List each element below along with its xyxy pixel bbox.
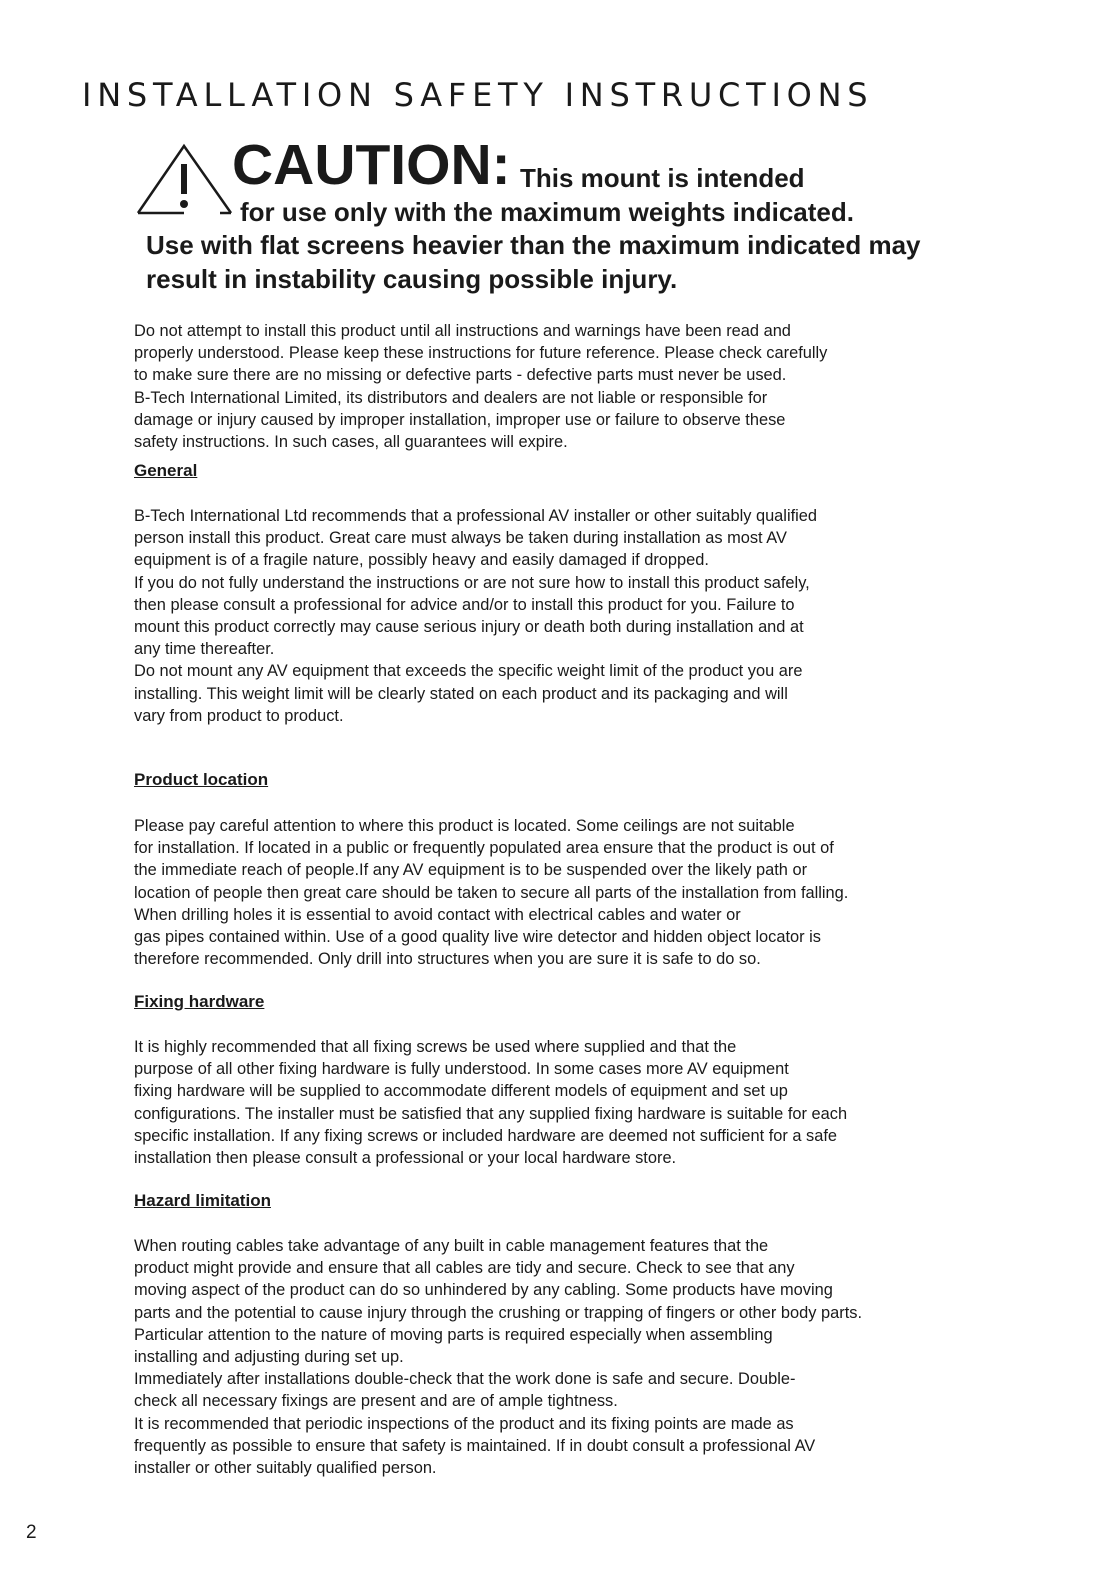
text-line: therefore recommended. Only drill into structures when you are sure it is safe to do so.	[134, 950, 761, 969]
page-number: 2	[26, 1522, 37, 1543]
text-line: for installation. If located in a public or frequently populated area ensure that the product is out of	[134, 839, 834, 858]
text-line: vary from product to product.	[134, 706, 344, 725]
text-line: It is highly recommended that all fixing screws be used where supplied and that the	[134, 1038, 737, 1056]
fixing-hardware-paragraph	[134, 1036, 1014, 1169]
text-line: specific installation. If any fixing screws or included hardware are deemed not sufficient for a safe	[134, 1126, 838, 1145]
page-title: INSTALLATION SAFETY INSTRUCTIONS	[82, 76, 874, 114]
text-line: frequently as possible to ensure that safety is maintained. If in doubt consult a professional AV	[134, 1436, 816, 1455]
caution-label: CAUTION:	[232, 133, 511, 197]
text-line: the immediate reach of people.If any AV equipment is to be suspended over the likely path or	[134, 861, 808, 880]
text-line: installing. This weight limit will be clearly stated on each product and its packaging and will	[134, 684, 788, 703]
text-line: check all necessary fixings are present and are of ample tightness.	[134, 1392, 618, 1411]
text-line: installer or other suitably qualified person.	[134, 1459, 437, 1478]
general-paragraph	[134, 505, 1014, 727]
text-line: moving aspect of the product can do so unhindered by any cabling. Some products have moving	[134, 1281, 833, 1300]
text-line: Do not mount any AV equipment that exceeds the specific weight limit of the product you are	[134, 662, 803, 681]
caution-line: for use only with the maximum weights indicated.	[240, 197, 854, 227]
text-line: safety instructions. In such cases, all guarantees will expire.	[134, 433, 568, 452]
text-line: location of people then great care should be taken to secure all parts of the installation from falling.	[134, 883, 849, 902]
section-heading-hazard-limitation: Hazard limitation	[134, 1191, 271, 1210]
text-line: B-Tech International Ltd recommends that a professional AV installer or other suitably qualified	[134, 507, 818, 525]
text-line: mount this product correctly may cause serious injury or death both during installation and at	[134, 618, 804, 637]
text-line: parts and the potential to cause injury through the crushing or trapping of fingers or other body parts.	[134, 1303, 862, 1322]
text-line: gas pipes contained within. Use of a good quality live wire detector and hidden object locator is	[134, 928, 821, 947]
section-heading-fixing-hardware: Fixing hardware	[134, 992, 265, 1011]
text-line: to make sure there are no missing or defective parts - defective parts must never be used.	[134, 366, 787, 385]
text-line: person install this product. Great care must always be taken during installation as most AV	[134, 529, 787, 548]
text-line: installation then please consult a professional or your local hardware store.	[134, 1149, 677, 1168]
caution-line: Use with flat screens heavier than the maximum indicated may	[146, 230, 921, 260]
text-line: purpose of all other fixing hardware is fully understood. In some cases more AV equipment	[134, 1060, 789, 1079]
caution-line: result in instability causing possible injury.	[146, 264, 678, 294]
section-heading-general: General	[134, 461, 198, 480]
text-line: Immediately after installations double-check that the work done is safe and secure. Double-	[134, 1370, 796, 1389]
text-line: equipment is of a fragile nature, possibly heavy and easily damaged if dropped.	[134, 551, 709, 570]
text-line: product might provide and ensure that all cables are tidy and secure. Check to see that any	[134, 1259, 795, 1278]
text-line: properly understood. Please keep these instructions for future reference. Please check carefully	[134, 344, 828, 363]
hazard-limitation-paragraph	[134, 1235, 1014, 1479]
text-line: If you do not fully understand the instructions or are not sure how to install this product safely,	[134, 573, 810, 592]
text-line: Please pay careful attention to where this product is located. Some ceilings are not suitable	[134, 817, 795, 835]
text-line: Particular attention to the nature of moving parts is required especially when assembling	[134, 1325, 773, 1344]
text-line: When routing cables take advantage of any built in cable management features that the	[134, 1237, 769, 1255]
intro-paragraph	[134, 320, 1014, 453]
product-location-paragraph	[134, 815, 1014, 970]
text-line: then please consult a professional for advice and/or to install this product for you. Failure to	[134, 595, 795, 614]
text-line: Do not attempt to install this product until all instructions and warnings have been read and	[134, 322, 791, 340]
text-line: any time thereafter.	[134, 640, 275, 659]
text-line: installing and adjusting during set up.	[134, 1348, 404, 1367]
text-line: fixing hardware will be supplied to accommodate different models of equipment and set up	[134, 1082, 788, 1101]
caution-line: This mount is intended	[520, 163, 805, 193]
text-line: damage or injury caused by improper installation, improper use or failure to observe these	[134, 410, 786, 429]
section-heading-product-location: Product location	[134, 770, 269, 789]
text-line: It is recommended that periodic inspections of the product and its fixing points are made as	[134, 1414, 794, 1433]
text-line: B-Tech International Limited, its distributors and dealers are not liable or responsible for	[134, 388, 768, 407]
text-line: When drilling holes it is essential to avoid contact with electrical cables and water or	[134, 905, 741, 924]
text-line: configurations. The installer must be satisfied that any supplied fixing hardware is suitable for each	[134, 1104, 848, 1123]
warning-triangle-icon	[136, 142, 236, 218]
